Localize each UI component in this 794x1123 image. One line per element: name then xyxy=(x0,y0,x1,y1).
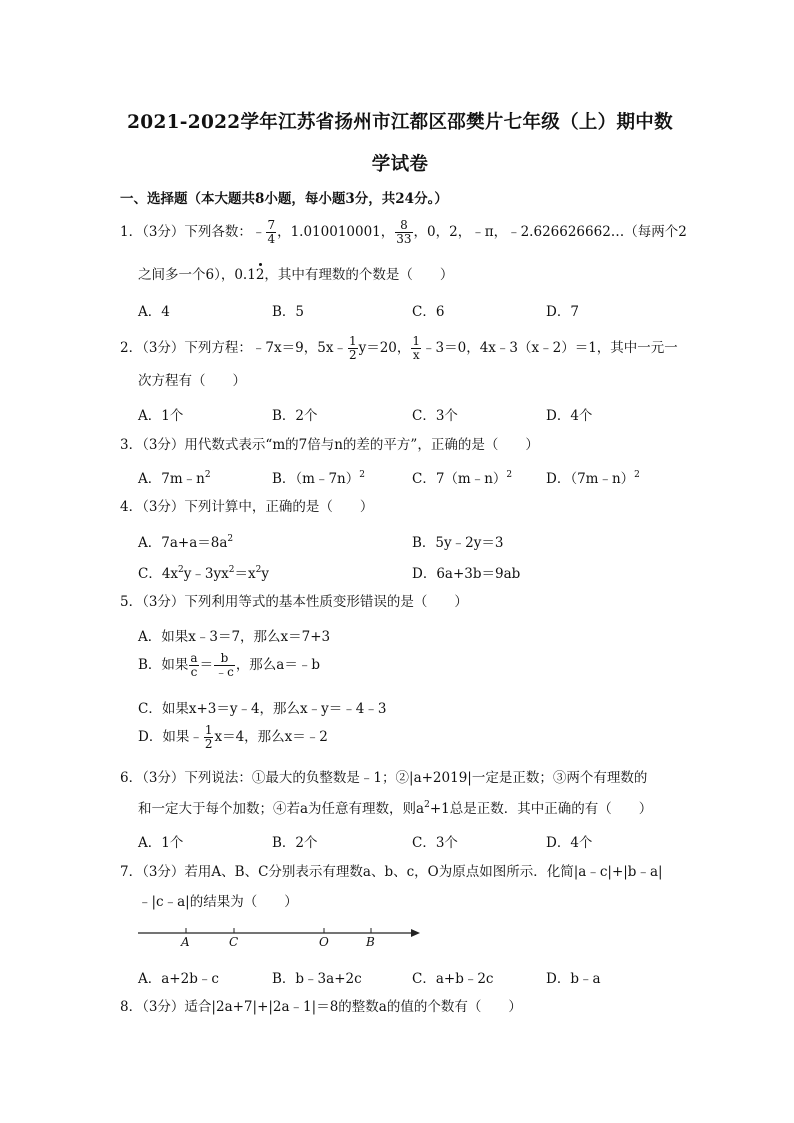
q3-option-a[interactable] xyxy=(138,467,211,487)
q2-fraction-1 xyxy=(348,335,358,362)
q4-c-sup2: 2 xyxy=(228,565,235,575)
q4-option-a-text: A．7a+a＝8a xyxy=(138,535,228,551)
label-c: C xyxy=(229,935,239,949)
q5-option-a[interactable]: A．如果x﹣3＝7，那么x＝7+3 xyxy=(138,629,331,645)
q7-option-d[interactable]: D．b﹣a xyxy=(546,971,601,987)
number-line-figure xyxy=(130,920,430,954)
exam-title-line2: 学试卷 xyxy=(371,154,429,175)
q4-option-a[interactable] xyxy=(138,531,233,551)
q3-option-d[interactable] xyxy=(546,467,640,487)
q5-option-c[interactable]: C．如果x+3＝y﹣4，那么x﹣y＝﹣4﹣3 xyxy=(138,701,387,717)
q6-line2-a: 和一定大于每个加数；④若a为任意有理数，则a xyxy=(138,801,425,817)
q2-rest: 4x﹣3（x﹣2）＝1，其中一元一 xyxy=(479,340,678,356)
q6-option-d[interactable]: D．4个 xyxy=(546,835,593,851)
label-a: A xyxy=(181,935,190,949)
q1-f1-den: 4 xyxy=(267,232,276,246)
section-heading: 一、选择题（本大题共8小题，每小题3分，共24分。） xyxy=(120,191,448,207)
q3-option-a-sup: 2 xyxy=(204,470,211,480)
q1-line2-b: ，其中有理数的个数是（ ） xyxy=(264,267,454,283)
question-4-stem: 4．（3分）下列计算中，正确的是（ ） xyxy=(120,499,374,515)
q2-prefix: 2．（3分）下列方程：﹣7x＝9， xyxy=(120,340,318,356)
q2-eq3-b: ﹣3＝0， xyxy=(422,340,480,356)
q6-option-b[interactable]: B．2个 xyxy=(272,835,318,851)
q3-option-a-text: A．7m﹣n xyxy=(138,471,205,487)
q5-d-num: 1 xyxy=(204,723,213,737)
q2-option-d[interactable]: D．4个 xyxy=(546,408,593,424)
q1-f1-num: 7 xyxy=(267,218,276,232)
q2-frac2-den: x xyxy=(412,348,420,362)
q3-option-c-sup: 2 xyxy=(506,470,513,480)
q6-option-c[interactable]: C．3个 xyxy=(412,835,458,851)
label-o: O xyxy=(319,935,329,949)
q1-line2-a: 之间多一个6），0.1 xyxy=(138,267,256,283)
q2-frac1-num: 1 xyxy=(348,334,357,348)
q4-c-part3: ＝x xyxy=(234,566,256,582)
q1-mid: ，1.010010001， xyxy=(277,224,395,240)
q1-option-b[interactable]: B．5 xyxy=(272,304,305,320)
q3-option-b-text: B．（m﹣7n） xyxy=(272,471,360,487)
label-b: B xyxy=(366,935,375,949)
q3-option-b[interactable] xyxy=(272,467,365,487)
question-2-line1 xyxy=(120,335,678,362)
q5-b-fraction-1 xyxy=(189,652,198,679)
q2-eq2-a: 5x﹣ xyxy=(317,340,347,356)
q1-option-c[interactable]: C．6 xyxy=(412,304,445,320)
q4-c-sup3: 2 xyxy=(255,565,262,575)
q3-option-d-text: D．（7m﹣n） xyxy=(546,471,635,487)
q5-b-f2-num: b xyxy=(214,652,235,666)
q5-d-pre: D．如果﹣ xyxy=(138,729,203,745)
q4-c-part2: y﹣3yx xyxy=(183,566,229,582)
question-6-line1: 6．（3分）下列说法：①最大的负整数是﹣1；②|a+2019|一定是正数；③两个有理数的 xyxy=(120,770,648,786)
q4-option-c[interactable] xyxy=(138,562,269,582)
question-3-stem: 3．（3分）用代数式表示“m的7倍与n的差的平方”，正确的是（ ） xyxy=(120,437,539,453)
q5-d-den: 2 xyxy=(204,737,213,751)
q5-b-fraction-2 xyxy=(214,652,235,679)
q5-b-pre: B．如果 xyxy=(138,657,189,673)
question-7-line1: 7．（3分）若用A、B、C分别表示有理数a、b、c，O为原点如图所示．化简|a﹣c|+|b﹣a| xyxy=(120,864,663,880)
q2-fraction-2 xyxy=(411,335,421,362)
q4-option-d[interactable]: D．6a+3b＝9ab xyxy=(412,566,521,582)
question-6-line2 xyxy=(138,800,652,818)
question-8-stem: 8．（3分）适合|2a+7|+|2a﹣1|＝8的整数a的值的个数有（ ） xyxy=(120,999,522,1015)
q3-option-d-sup: 2 xyxy=(634,470,640,480)
q1-prefix: 1．（3分）下列各数： xyxy=(120,224,252,240)
q2-option-a[interactable]: A．1个 xyxy=(138,408,184,424)
q1-fraction-2 xyxy=(395,219,412,246)
q1-option-d[interactable]: D．7 xyxy=(546,304,579,320)
q3-option-c-text: C．7（m﹣n） xyxy=(412,471,507,487)
question-7-line2: ﹣|c﹣a|的结果为（ ） xyxy=(138,894,298,910)
q7-option-b[interactable]: B．b﹣3a+2c xyxy=(272,971,362,987)
q2-frac2-num: 1 xyxy=(412,334,421,348)
q1-fraction-1 xyxy=(266,219,276,246)
q1-f2-den: 33 xyxy=(396,232,412,246)
q2-eq2-b: y＝20， xyxy=(358,340,411,356)
q4-option-b[interactable]: B．5y﹣2y＝3 xyxy=(412,535,504,551)
q4-option-a-sup: 2 xyxy=(227,534,234,544)
q4-c-part1: C．4x xyxy=(138,566,179,582)
q7-option-c[interactable]: C．a+b﹣2c xyxy=(412,971,494,987)
q5-b-f1-num: a xyxy=(190,651,198,665)
q1-rest: ，0，2，﹣π，﹣2.626626662…（每两个2 xyxy=(413,224,687,240)
q6-line2-sup: 2 xyxy=(424,800,430,810)
q5-b-f1-den: c xyxy=(190,665,198,679)
q3-option-c[interactable] xyxy=(412,467,512,487)
q1-repeating-digit: 2 xyxy=(255,267,265,283)
q5-d-fraction xyxy=(204,724,214,751)
q7-option-a[interactable]: A．a+2b﹣c xyxy=(138,971,219,987)
question-1-line2 xyxy=(138,266,453,284)
q5-b-f2-den: ﹣c xyxy=(215,665,234,679)
question-2-line2: 次方程有（ ） xyxy=(138,373,246,389)
q4-c-sup1: 2 xyxy=(178,565,184,575)
question-5-stem: 5．（3分）下列利用等式的基本性质变形错误的是（ ） xyxy=(120,594,468,610)
q4-c-part4: y xyxy=(261,566,269,582)
q1-f2-num: 8 xyxy=(395,219,412,233)
q5-b-post: ，那么a＝﹣b xyxy=(235,657,321,673)
q1-neg: ﹣ xyxy=(251,224,266,240)
exam-title-line1: 2021-2022学年江苏省扬州市江都区邵樊片七年级（上）期中数 xyxy=(127,112,673,133)
q2-frac1-den: 2 xyxy=(348,348,357,362)
q2-option-b[interactable]: B．2个 xyxy=(272,408,318,424)
q5-option-b[interactable] xyxy=(138,652,320,679)
q5-option-d[interactable] xyxy=(138,724,328,751)
q3-option-b-sup: 2 xyxy=(359,470,365,480)
q6-option-a[interactable]: A．1个 xyxy=(138,835,184,851)
number-line-arrow-icon xyxy=(411,929,420,937)
q5-b-eq: ＝ xyxy=(199,657,214,673)
q2-option-c[interactable]: C．3个 xyxy=(412,408,458,424)
question-1-line1 xyxy=(120,219,687,246)
q5-d-post: x＝4，那么x＝﹣2 xyxy=(214,729,328,745)
q6-line2-b: +1总是正数．其中正确的有（ ） xyxy=(429,801,653,817)
q1-option-a[interactable]: A．4 xyxy=(138,304,170,320)
